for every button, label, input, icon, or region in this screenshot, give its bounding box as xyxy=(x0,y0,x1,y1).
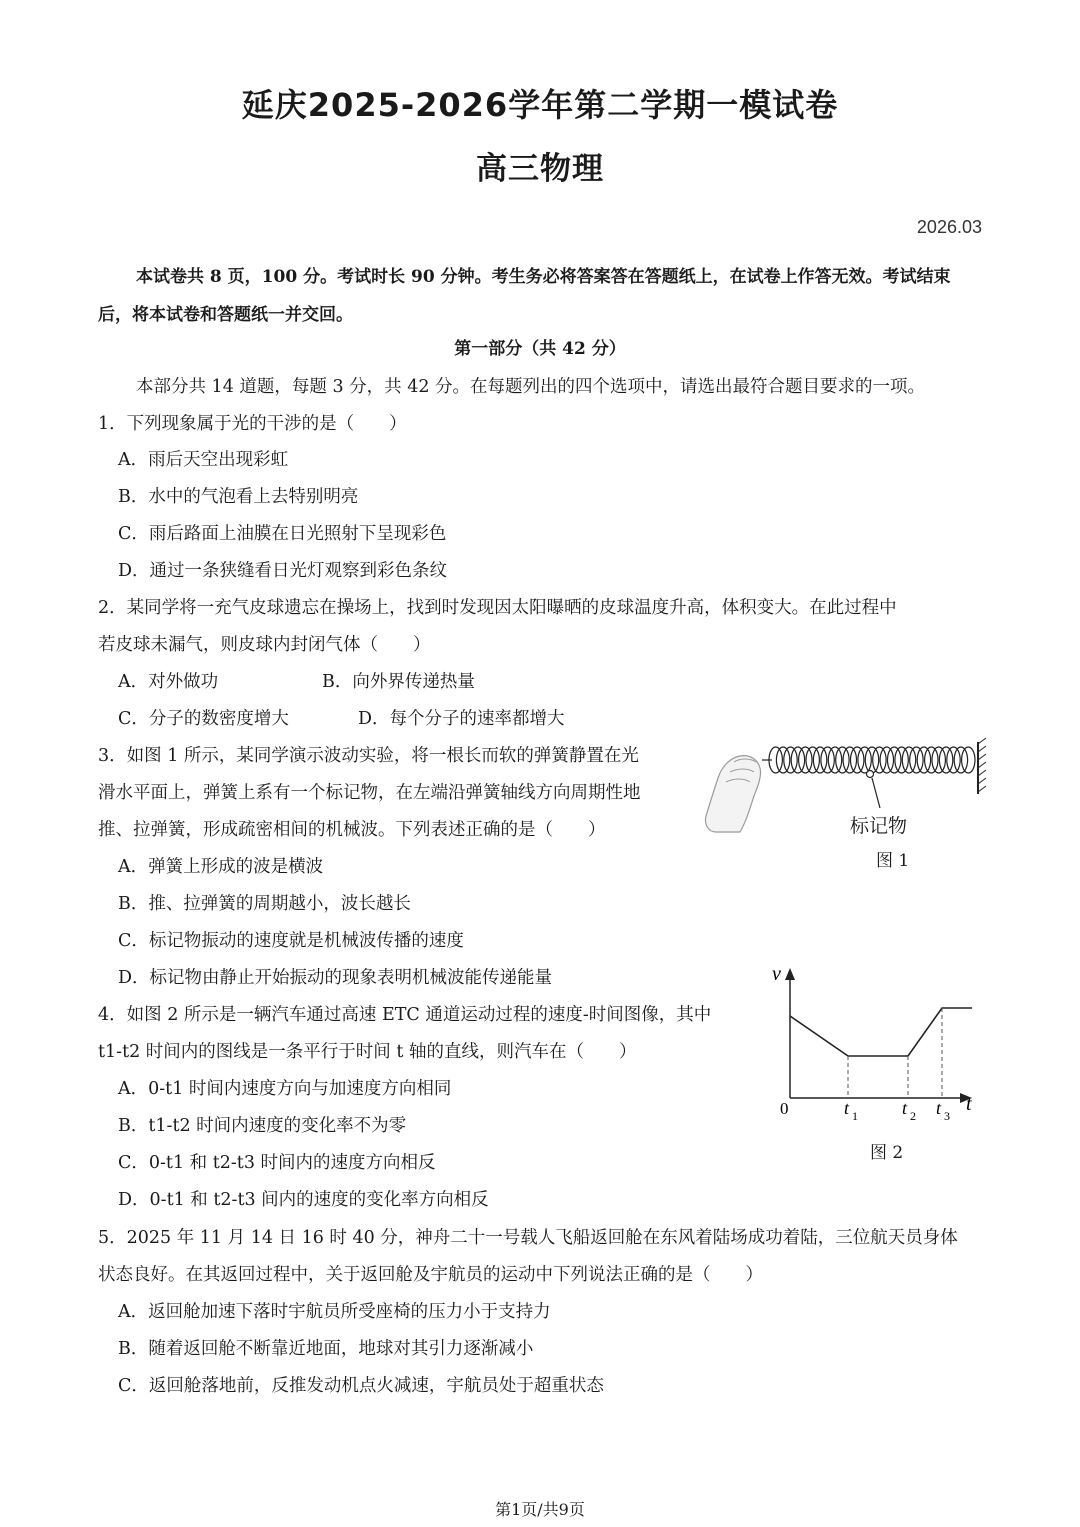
figure2-vt-graph xyxy=(760,960,985,1130)
spring-coil xyxy=(799,747,812,773)
q3-option-a: A．弹簧上形成的波是横波 xyxy=(118,857,324,877)
spring-coil xyxy=(791,747,804,773)
q4-option-b: B．t1-t2 时间内速度的变化率不为零 xyxy=(118,1116,407,1136)
q2-stem-line2: 若皮球未漏气，则皮球内封闭气体（ ） xyxy=(98,635,431,655)
q3-option-d: D．标记物由静止开始振动的现象表明机械波能传递能量 xyxy=(118,968,553,988)
v-axis-label: v xyxy=(772,963,781,985)
exam-date: 2026.03 xyxy=(916,217,982,237)
q3-stem-line3: 推、拉弹簧，形成疏密相间的机械波。下列表述正确的是（ ） xyxy=(98,820,606,840)
q1-option-c: C．雨后路面上油膜在日光照射下呈现彩色 xyxy=(118,524,447,544)
spring-coil xyxy=(895,747,908,773)
origin-label: 0 xyxy=(780,1099,789,1118)
marker-object xyxy=(867,771,874,778)
spring-coil xyxy=(902,747,915,773)
q5-option-a: A．返回舱加速下落时宇航员所受座椅的压力小于支持力 xyxy=(118,1302,551,1322)
spring-coil xyxy=(932,747,945,773)
page-footer: 第1页/共9页 xyxy=(495,1500,585,1519)
tick-label-t3: t xyxy=(936,1098,942,1118)
spring-coil xyxy=(917,747,930,773)
spring-coil xyxy=(962,747,975,773)
q1-option-d: D．通过一条狭缝看日光灯观察到彩色条纹 xyxy=(118,561,448,581)
q2-option-c: C．分子的数密度增大 xyxy=(118,709,289,729)
part1-title: 第一部分（共 42 分） xyxy=(454,339,626,359)
q1-option-a: A．雨后天空出现彩虹 xyxy=(118,450,289,470)
tick-label-t2: t xyxy=(902,1098,908,1118)
q5-option-b: B．随着返回舱不断靠近地面，地球对其引力逐渐减小 xyxy=(118,1339,534,1359)
figure2-caption: 图 2 xyxy=(870,1143,904,1163)
q4-option-d: D．0-t1 和 t2-t3 间内的速度的变化率方向相反 xyxy=(118,1190,489,1210)
figure1-spring-diagram xyxy=(700,728,990,848)
spring-coil xyxy=(851,747,864,773)
spring-coil xyxy=(776,747,789,773)
spring-coil xyxy=(873,747,886,773)
spring-coil xyxy=(806,747,819,773)
q4-stem-line2: t1-t2 时间内的图线是一条平行于时间 t 轴的直线，则汽车在（ ） xyxy=(98,1042,637,1062)
marker-pointer-line xyxy=(872,778,880,808)
spring-coil xyxy=(858,747,871,773)
spring-coil xyxy=(828,747,841,773)
hand-illustration xyxy=(705,756,760,832)
spring-coil xyxy=(865,747,878,773)
q5-stem-line1: 5．2025 年 11 月 14 日 16 时 40 分，神舟二十一号载人飞船返回舱在东风着陆场成功着陆，三位航天员身体 xyxy=(98,1228,958,1248)
spring-coil xyxy=(925,747,938,773)
q3-stem-line1: 3．如图 1 所示，某同学演示波动实验，将一根长而软的弹簧静置在光 xyxy=(98,746,639,766)
q3-option-c: C．标记物振动的速度就是机械波传播的速度 xyxy=(118,931,464,951)
figure1-caption: 图 1 xyxy=(876,851,910,871)
q2-option-b: B．向外界传递热量 xyxy=(322,672,475,692)
tick-label-t1: t xyxy=(844,1098,850,1118)
q2-option-a: A．对外做功 xyxy=(118,672,219,692)
exam-subtitle: 高三物理 xyxy=(476,151,604,187)
spring-coil xyxy=(821,747,834,773)
q4-option-a: A．0-t1 时间内速度方向与加速度方向相同 xyxy=(118,1079,452,1099)
exam-notice: 本试卷共 8 页，100 分。考试时长 90 分钟。考生务必将答案答在答题纸上，在试卷上作答无效。考试结束后，将本试卷和答题纸一并交回。 xyxy=(98,267,951,325)
t-axis-label: t xyxy=(966,1093,972,1115)
spring-coil xyxy=(947,747,960,773)
q5-stem-line2: 状态良好。在其返回过程中，关于返回舱及宇航员的运动中下列说法正确的是（ ） xyxy=(98,1265,763,1285)
q1-option-b: B．水中的气泡看上去特别明亮 xyxy=(118,487,359,507)
spring-coil xyxy=(784,747,797,773)
svg-text:2: 2 xyxy=(910,1109,916,1123)
spring-coil xyxy=(910,747,923,773)
q2-stem-line1: 2．某同学将一充气皮球遗忘在操场上，找到时发现因太阳曝晒的皮球温度升高，体积变大。在此过程中 xyxy=(98,598,897,618)
q1-stem: 1．下列现象属于光的干涉的是（ ） xyxy=(98,414,407,434)
q5-option-c: C．返回舱落地前，反推发动机点火减速，宇航员处于超重状态 xyxy=(118,1376,604,1396)
spring-coil xyxy=(939,747,952,773)
spring-coil xyxy=(954,747,967,773)
q4-stem-line1: 4．如图 2 所示是一辆汽车通过高速 ETC 通道运动过程的速度-时间图像，其中 xyxy=(98,1005,712,1025)
q3-stem-line2: 滑水平面上，弹簧上系有一个标记物，在左端沿弹簧轴线方向周期性地 xyxy=(98,783,641,803)
svg-text:1: 1 xyxy=(852,1109,858,1123)
vt-plot xyxy=(790,1008,972,1098)
marker-label: 标记物 xyxy=(850,815,908,837)
q4-option-c: C．0-t1 和 t2-t3 时间内的速度方向相反 xyxy=(118,1153,436,1173)
spring-coil xyxy=(813,747,826,773)
q2-option-d: D．每个分子的速率都增大 xyxy=(358,709,565,729)
velocity-line xyxy=(790,1008,972,1056)
q3-option-b: B．推、拉弹簧的周期越小，波长越长 xyxy=(118,894,411,914)
v-axis-arrow xyxy=(785,968,795,980)
spring-coils xyxy=(769,747,975,773)
spring-coil xyxy=(843,747,856,773)
exam-title: 延庆2025-2026学年第二学期一模试卷 xyxy=(241,86,839,124)
svg-text:3: 3 xyxy=(944,1109,950,1123)
spring-coil xyxy=(836,747,849,773)
spring-coil xyxy=(880,747,893,773)
spring-coil xyxy=(888,747,901,773)
part1-instruction: 本部分共 14 道题，每题 3 分，共 42 分。在每题列出的四个选项中，请选出最符合题目要求的一项。 xyxy=(136,377,926,397)
